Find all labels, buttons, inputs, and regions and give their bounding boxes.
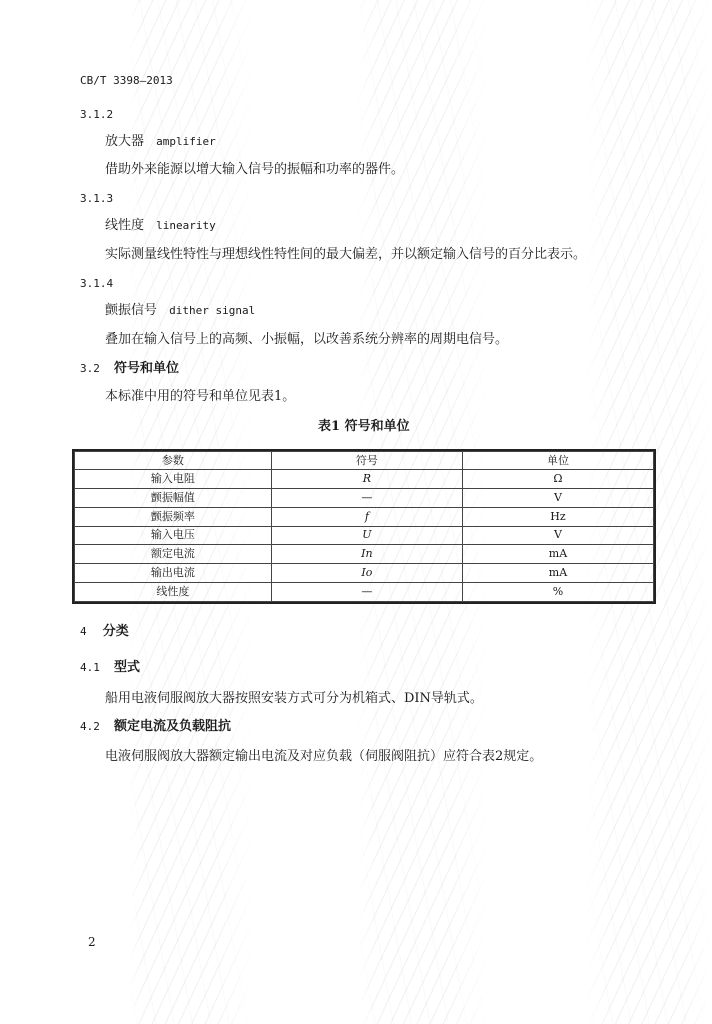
page-number: 2 [88,935,96,949]
term-3-1-4 [105,303,255,319]
table-row [75,526,654,545]
section-4-2-text: 电液伺服阀放大器额定输出电流及对应负载（伺服阀阻抗）应符合表2规定。 [105,749,543,764]
section-4-1-text: 船用电液伺服阀放大器按照安装方式可分为机箱式、DIN导轨式。 [105,691,483,706]
section-4-heading [80,624,129,640]
table-row [75,488,654,507]
symbol-cell: R [271,470,462,489]
parameter-cell: 输入电压 [75,526,272,545]
parameter-cell: 线性度 [75,583,272,602]
table-1-caption: 表1 符号和单位 [318,419,410,434]
unit-cell: mA [462,564,653,583]
section-3-1-3-number: 3.1.3 [80,192,114,205]
parameter-cell: 颤振幅值 [75,488,272,507]
term-3-1-2-cn: 放大器 [105,134,145,149]
term-3-1-3-cn: 线性度 [105,218,145,233]
section-3-1-2-number: 3.1.2 [80,108,114,121]
parameter-cell: 输入电阻 [75,470,272,489]
term-3-1-3 [105,218,216,234]
table-row [75,564,654,583]
symbol-cell: Io [271,564,462,583]
section-4-number: 4 [80,625,87,638]
section-4-1-number: 4.1 [80,661,100,674]
table-header-cell: 符号 [271,452,462,470]
section-3-2-number: 3.2 [80,362,100,375]
symbol-cell: U [271,526,462,545]
parameter-cell: 颤振频率 [75,507,272,526]
section-4-2-number: 4.2 [80,720,100,733]
symbol-cell: — [271,488,462,507]
table-header-row [75,452,654,470]
term-3-1-2 [105,134,216,150]
table-row [75,583,654,602]
section-4-2-title: 额定电流及负载阻抗 [114,719,232,734]
parameter-cell: 额定电流 [75,545,272,564]
parameter-cell: 输出电流 [75,564,272,583]
table-header-cell: 参数 [75,452,272,470]
definition-3-1-4: 叠加在输入信号上的高频、小振幅，以改善系统分辨率的周期电信号。 [105,332,509,347]
unit-cell: V [462,526,653,545]
section-3-2-text: 本标准中用的符号和单位见表1。 [105,389,296,404]
table-row [75,470,654,489]
section-4-1-heading [80,660,140,676]
table-row [75,507,654,526]
section-3-2-heading [80,361,179,377]
symbol-cell: In [271,545,462,564]
definition-3-1-2: 借助外来能源以增大输入信号的振幅和功率的器件。 [105,162,405,177]
unit-cell: % [462,583,653,602]
table-row [75,545,654,564]
section-3-1-4-number: 3.1.4 [80,277,114,290]
table-header-cell: 单位 [462,452,653,470]
symbol-cell: — [271,583,462,602]
term-3-1-3-en: linearity [156,219,216,232]
definition-3-1-3: 实际测量线性特性与理想线性特性间的最大偏差，并以额定输入信号的百分比表示。 [105,247,587,262]
standard-number-header: CB/T 3398—2013 [80,74,173,87]
table-1 [72,449,656,604]
unit-cell: V [462,488,653,507]
section-4-title: 分类 [102,624,129,639]
term-3-1-4-en: dither signal [169,304,256,317]
section-4-2-heading [80,719,231,735]
unit-cell: Hz [462,507,653,526]
section-4-1-title: 型式 [114,660,141,675]
symbol-cell: f [271,507,462,526]
term-3-1-4-cn: 颤振信号 [105,303,158,318]
section-3-2-title: 符号和单位 [114,361,180,376]
unit-cell: mA [462,545,653,564]
term-3-1-2-en: amplifier [156,135,216,148]
unit-cell: Ω [462,470,653,489]
